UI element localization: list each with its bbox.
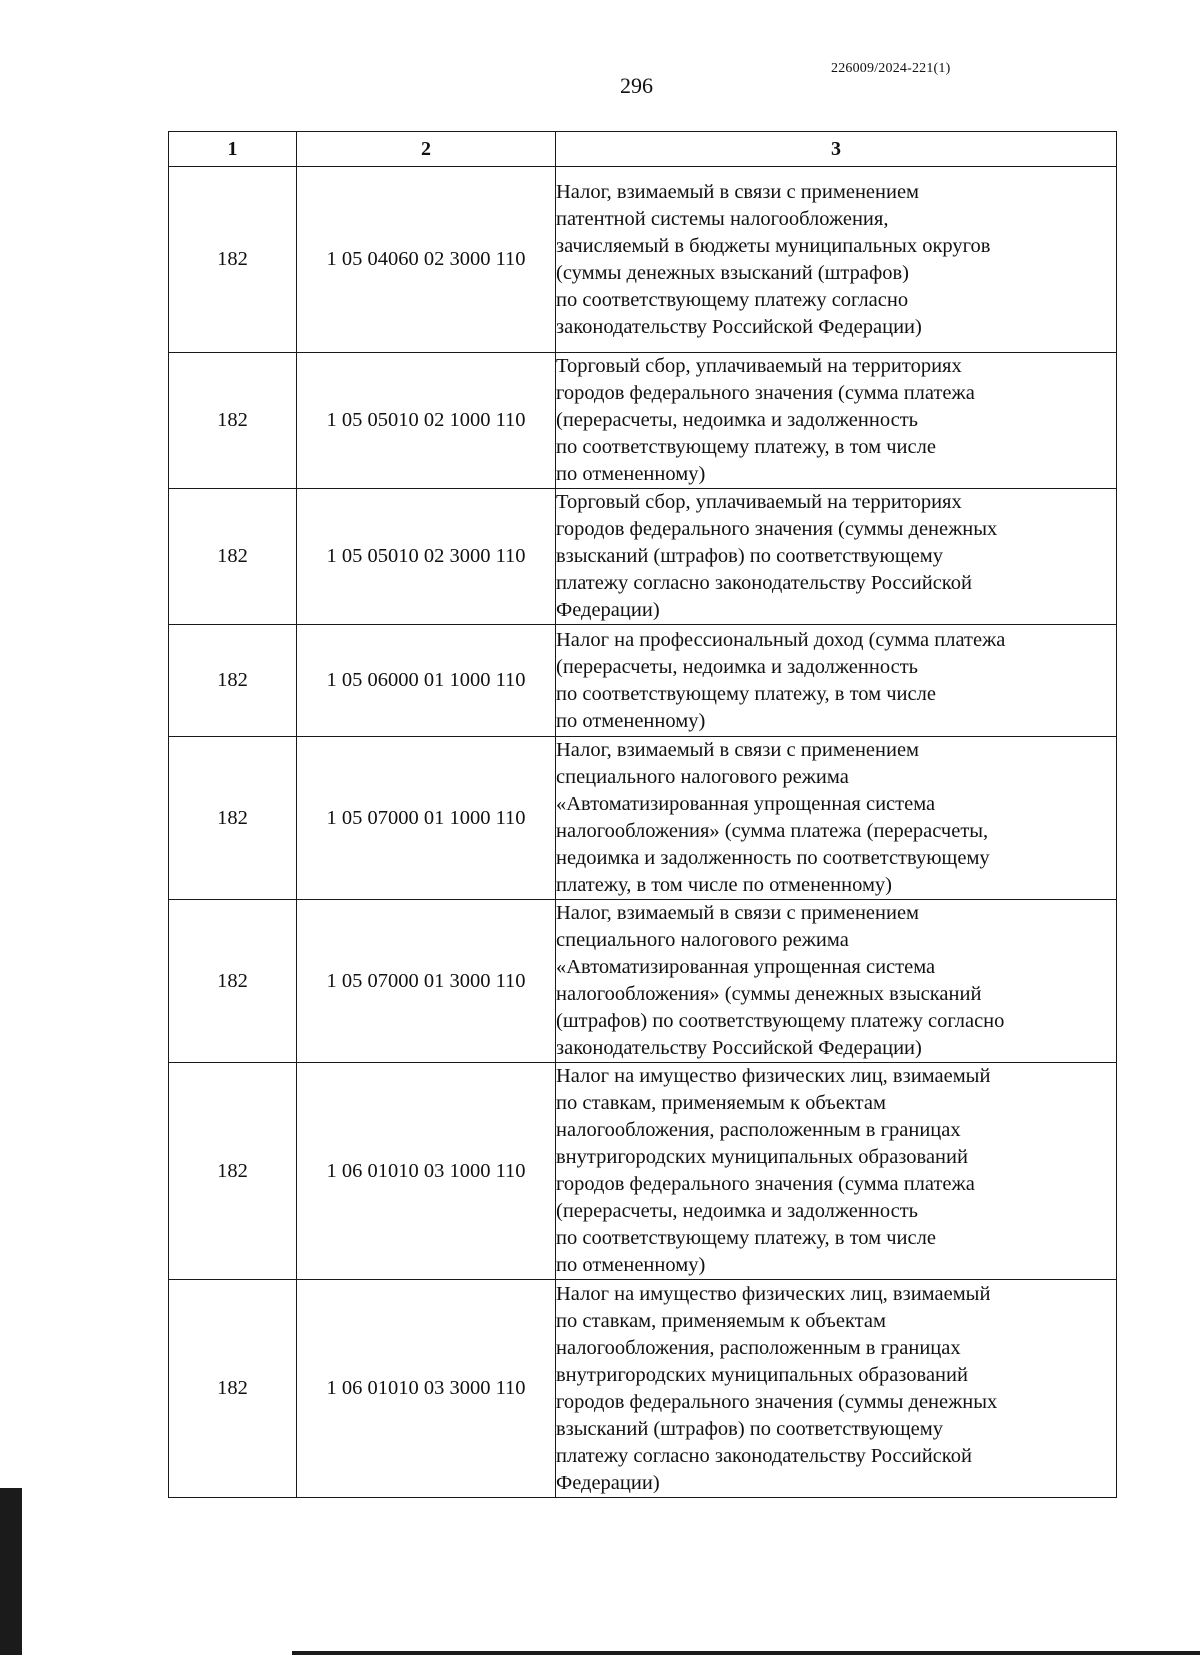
income-name-cell: Налог, взимаемый в связи с применением специального налогового режима «Автоматизированная упрощенная система налогообложения» (сумма платежа (перерасчеты, недоимка и задолженность по соответствующему платежу, в том числе по отмененному) (556, 737, 1117, 900)
income-name-cell: Налог, взимаемый в связи с применением специального налогового режима «Автоматизированная упрощенная система налогообложения» (суммы денежных взысканий (штрафов) по соответствующему платежу согласно законодательству Российской Федерации) (556, 900, 1117, 1063)
budget-code-cell: 1 05 07000 01 3000 110 (297, 900, 556, 1063)
table-row (169, 167, 1117, 353)
income-name-cell: Налог, взимаемый в связи с применением патентной системы налогообложения, зачисляемый в бюджеты муниципальных округов (суммы денежных взысканий (штрафов) по соответствующему платежу согласно законодательству Российской Федерации) (556, 167, 1117, 353)
table-row (169, 353, 1117, 489)
admin-code-cell: 182 (169, 625, 297, 737)
admin-code-cell: 182 (169, 167, 297, 353)
scan-left-edge-shadow (0, 1488, 22, 1655)
budget-code-cell: 1 05 07000 01 1000 110 (297, 737, 556, 900)
budget-code-cell: 1 05 05010 02 1000 110 (297, 353, 556, 489)
admin-code-cell: 182 (169, 1280, 297, 1498)
income-name-cell: Налог на профессиональный доход (сумма платежа (перерасчеты, недоимка и задолженность по соответствующему платежу, в том числе по отмененному) (556, 625, 1117, 737)
table-row (169, 489, 1117, 625)
income-name-cell: Торговый сбор, уплачиваемый на территориях городов федерального значения (сумма платежа (перерасчеты, недоимка и задолженность по соответствующему платежу, в том числе по отмененному) (556, 353, 1117, 489)
income-name-cell: Налог на имущество физических лиц, взимаемый по ставкам, применяемым к объектам налогообложения, расположенным в границах внутригородских муниципальных образований городов федерального значения (сумма платежа (перерасчеты, недоимка и задолженность по соответствующему платежу, в том числе по отмененному) (556, 1063, 1117, 1280)
income-name-cell: Налог на имущество физических лиц, взимаемый по ставкам, применяемым к объектам налогообложения, расположенным в границах внутригородских муниципальных образований городов федерального значения (суммы денежных взысканий (штрафов) по соответствующему платежу согласно законодательству Российской Федерации) (556, 1280, 1117, 1498)
column-header-1: 1 (169, 132, 297, 167)
budget-code-cell: 1 06 01010 03 3000 110 (297, 1280, 556, 1498)
table-header-row (169, 132, 1117, 167)
admin-code-cell: 182 (169, 1063, 297, 1280)
table-row (169, 900, 1117, 1063)
admin-code-cell: 182 (169, 737, 297, 900)
column-header-3: 3 (556, 132, 1117, 167)
budget-code-cell: 1 06 01010 03 1000 110 (297, 1063, 556, 1280)
table-row (169, 1280, 1117, 1498)
admin-code-cell: 182 (169, 489, 297, 625)
page-number: 296 (620, 73, 653, 98)
budget-code-cell: 1 05 04060 02 3000 110 (297, 167, 556, 353)
income-name-cell: Торговый сбор, уплачиваемый на территориях городов федерального значения (суммы денежных взысканий (штрафов) по соответствующему платежу согласно законодательству Российской Федерации) (556, 489, 1117, 625)
admin-code-cell: 182 (169, 353, 297, 489)
admin-code-cell: 182 (169, 900, 297, 1063)
budget-codes-table (168, 131, 1117, 1498)
table-row (169, 625, 1117, 737)
document-number: 226009/2024-221(1) (831, 61, 951, 76)
budget-code-cell: 1 05 05010 02 3000 110 (297, 489, 556, 625)
budget-code-cell: 1 05 06000 01 1000 110 (297, 625, 556, 737)
table-row (169, 737, 1117, 900)
table-row (169, 1063, 1117, 1280)
scan-bottom-edge-shadow (292, 1651, 1200, 1655)
column-header-2: 2 (297, 132, 556, 167)
